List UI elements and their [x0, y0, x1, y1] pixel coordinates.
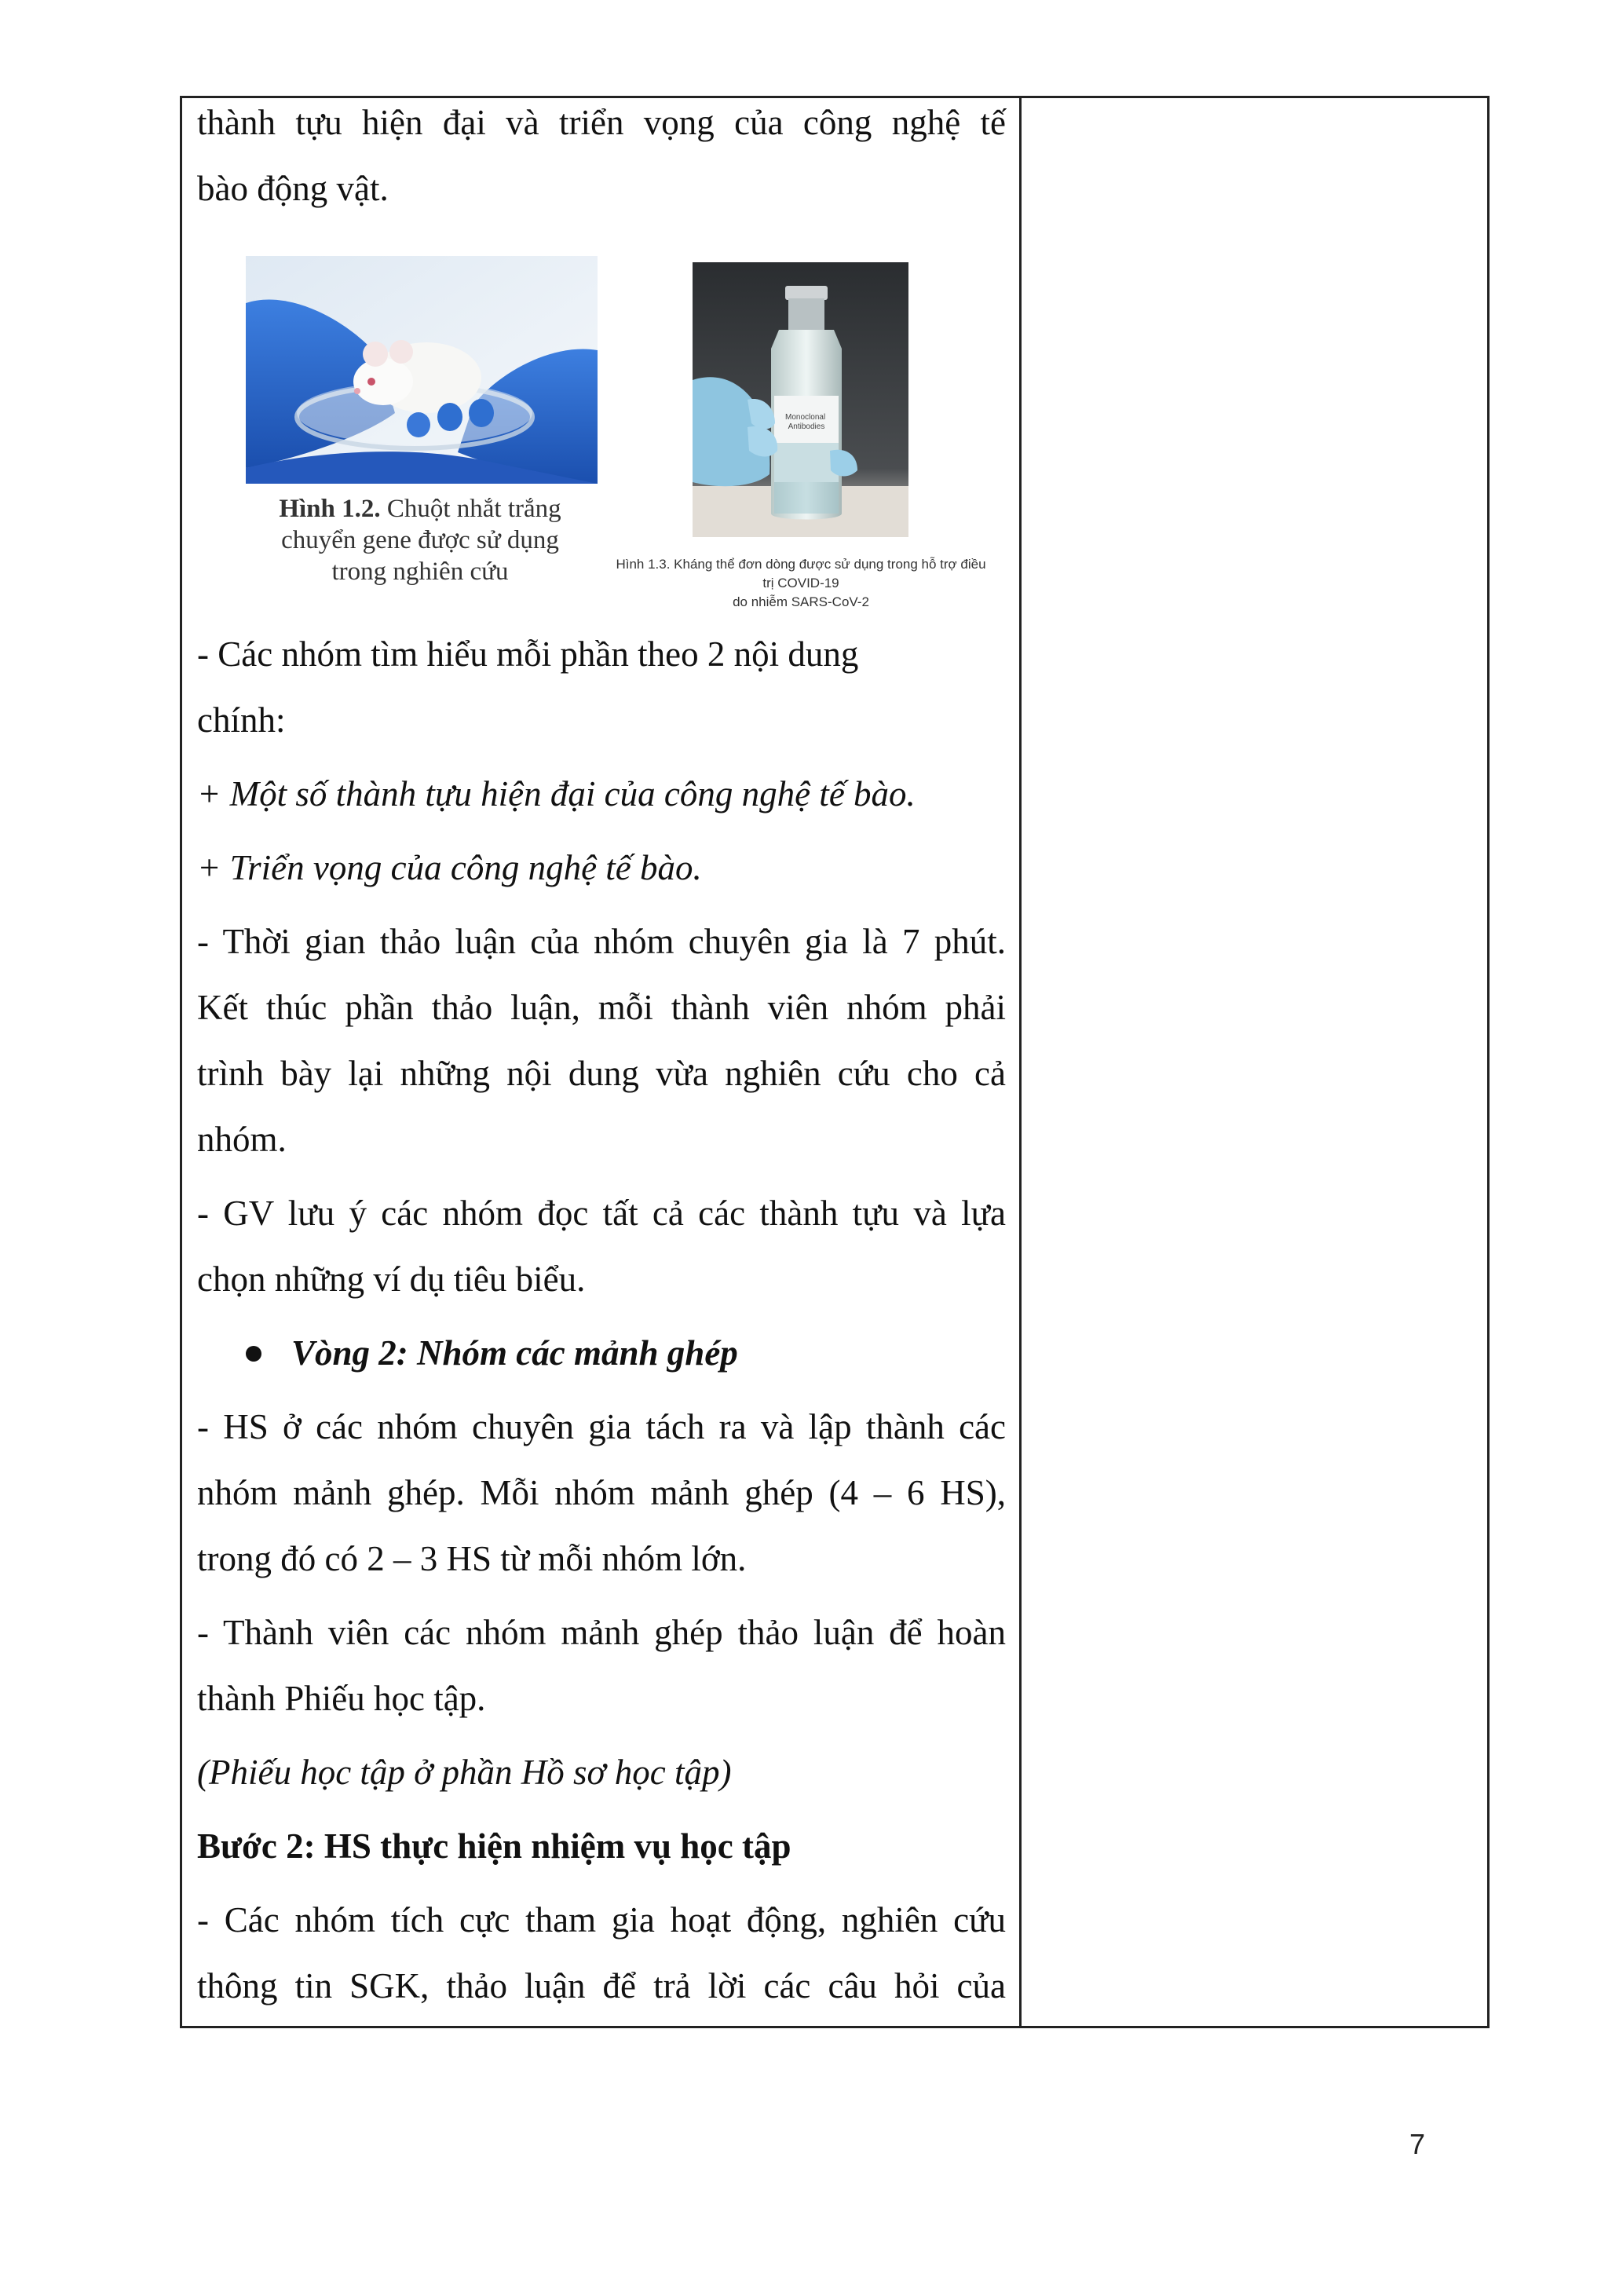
italic-line: + Một số thành tựu hiện đại của công nghệ tế bào. — [197, 774, 916, 813]
figure-mouse-caption — [243, 493, 597, 587]
text-line: - GV lưu ý các nhóm đọc tất cả các thành tựu và lựa — [197, 1194, 1006, 1233]
text-line: trình bày lại những nội dung vừa nghiên cứu cho cả — [197, 1054, 1006, 1093]
caption-text: Hình 1.3. Kháng thể đơn dòng được sử dụng trong hỗ trợ điều trị COVID-19 — [616, 557, 986, 590]
intro-paragraph — [197, 90, 1006, 221]
figure-vial-image — [693, 262, 908, 537]
italic-line: (Phiếu học tập ở phần Hồ sơ học tập) — [197, 1753, 732, 1792]
figure-vial-caption — [612, 555, 989, 612]
bullet-round2 — [197, 1320, 1006, 1386]
text-line: Kết thúc phần thảo luận, mỗi thành viên nhóm phải — [197, 988, 1006, 1027]
text-line: - Các nhóm tìm hiểu mỗi phần theo 2 nội dung — [197, 634, 859, 674]
caption-text: Chuột nhắt trắng — [380, 495, 561, 523]
text-line: chính: — [197, 700, 286, 740]
caption-text: trong nghiên cứu — [331, 558, 509, 586]
vial-label-text: Monoclonal Antibodies — [785, 413, 826, 431]
page-number: 7 — [1409, 2128, 1426, 2160]
text-line: nhóm. — [197, 1120, 287, 1159]
italic-line: + Triển vọng của công nghệ tế bào. — [197, 848, 702, 887]
text-line: bào động vật. — [197, 169, 389, 208]
text-line: - Thời gian thảo luận của nhóm chuyên gia là 7 phút. — [197, 922, 1006, 961]
bullet-text: Vòng 2: Nhóm các mảnh ghép — [291, 1333, 738, 1373]
text-line: thông tin SGK, thảo luận để trả lời các câu hỏi của — [197, 1966, 1006, 2005]
text-line: - HS ở các nhóm chuyên gia tách ra và lập thành các — [197, 1407, 1006, 1446]
step2-heading: Bước 2: HS thực hiện nhiệm vụ học tập — [197, 1826, 791, 1866]
text-line: chọn những ví dụ tiêu biểu. — [197, 1260, 586, 1299]
text-line: nhóm mảnh ghép. Mỗi nhóm mảnh ghép (4 – 6 HS), — [197, 1473, 1006, 1512]
caption-text: chuyển gene được sử dụng — [281, 526, 559, 554]
caption-text: do nhiễm SARS-CoV-2 — [733, 594, 869, 609]
text-line: thành Phiếu học tập. — [197, 1679, 486, 1718]
content-body — [197, 621, 1006, 2019]
figure-mouse-image — [246, 256, 598, 484]
caption-label: Hình 1.2. — [279, 495, 381, 523]
column-divider — [1019, 98, 1022, 2026]
text-line: thành tựu hiện đại và triển vọng của công nghệ tế — [197, 103, 1006, 142]
text-line: - Thành viên các nhóm mảnh ghép thảo luận để hoàn — [197, 1613, 1006, 1652]
text-line: trong đó có 2 – 3 HS từ mỗi nhóm lớn. — [197, 1539, 747, 1578]
text-line: - Các nhóm tích cực tham gia hoạt động, nghiên cứu — [197, 1900, 1006, 1940]
bullet-icon — [246, 1346, 261, 1362]
